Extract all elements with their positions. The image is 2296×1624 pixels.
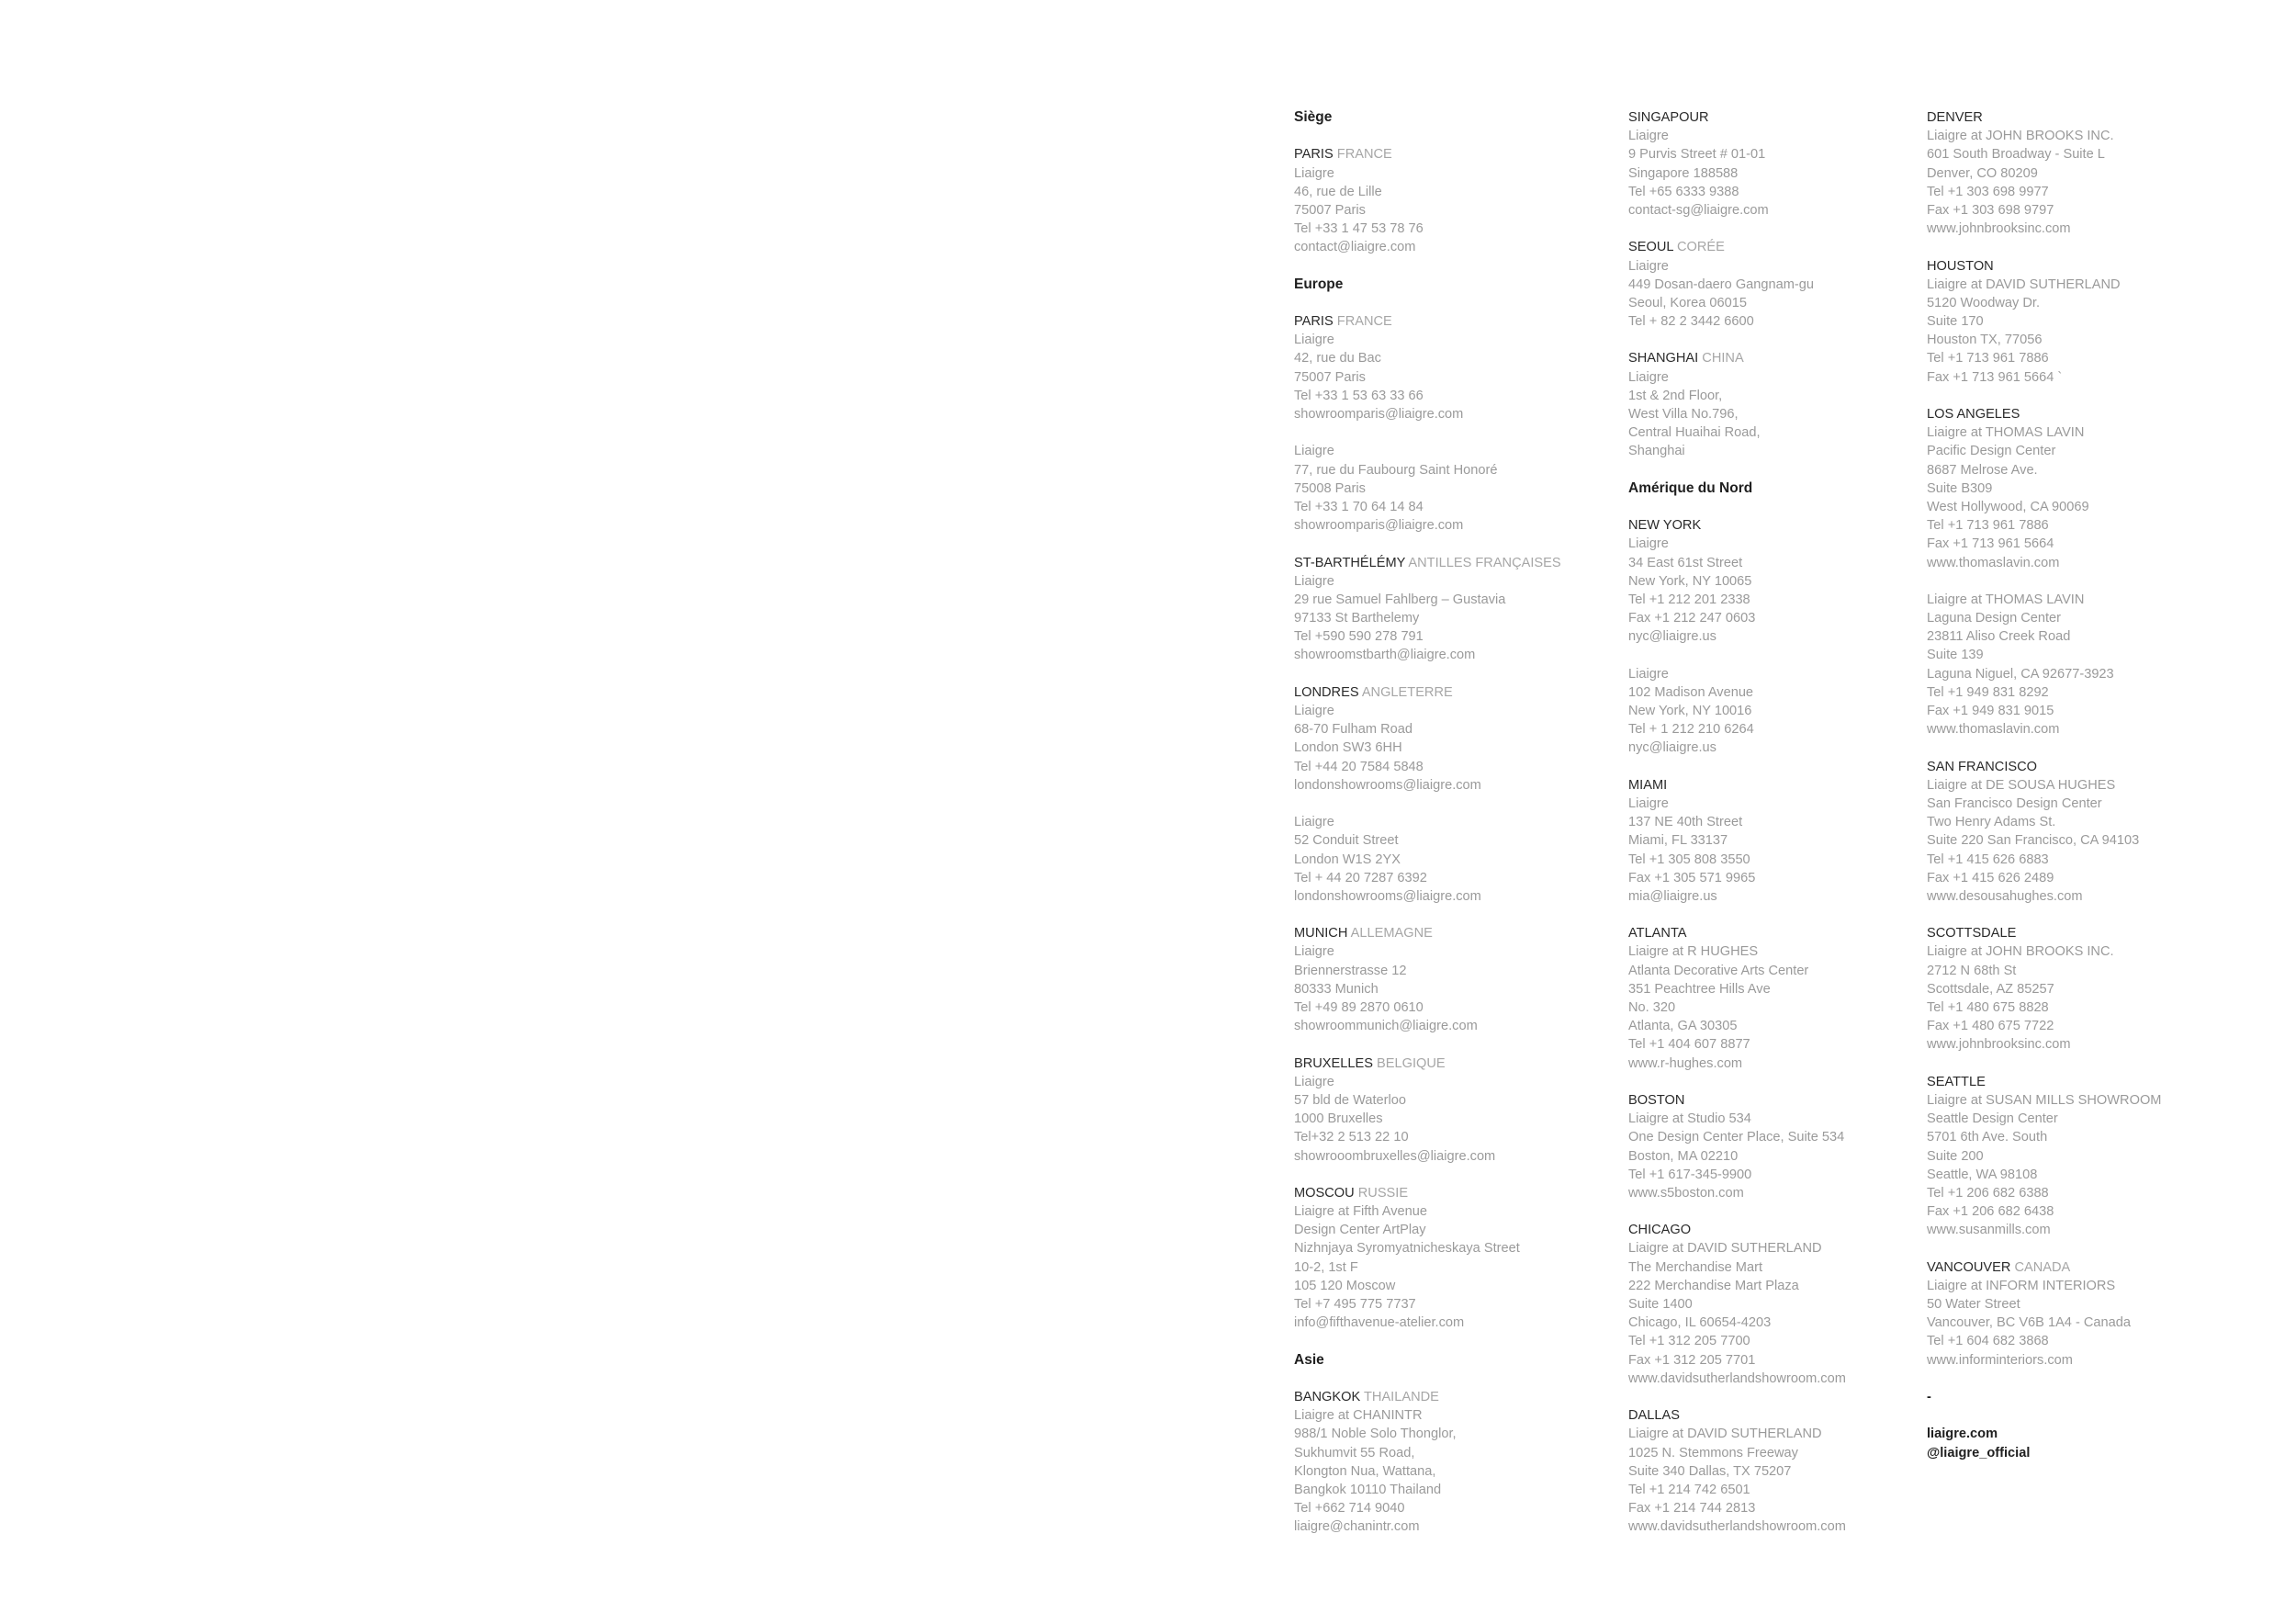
location-header: [1628, 349, 1913, 367]
address-line: 1000 Bruxelles: [1294, 1111, 1383, 1127]
city-name: CHICAGO: [1628, 1223, 1692, 1238]
address-line: Fax +1 312 205 7701: [1628, 1352, 1756, 1368]
city-name: SAN FRANCISCO: [1927, 759, 2038, 774]
contact-link[interactable]: showroomstbarth@liaigre.com: [1294, 648, 1476, 663]
contact-link[interactable]: www.desousahughes.com: [1927, 888, 2083, 904]
address-line: 50 Water Street: [1927, 1297, 2020, 1312]
location-header: [1628, 1221, 1913, 1239]
address-line: Tel + 44 20 7287 6392: [1294, 870, 1427, 885]
address-line: Tel +1 713 961 7886: [1927, 351, 2049, 367]
showroom-entry: [1628, 1406, 1913, 1536]
address-line: 34 East 61st Street: [1628, 555, 1743, 570]
address-line: Tel +1 404 607 8877: [1628, 1037, 1750, 1053]
address-line: Design Center ArtPlay: [1294, 1223, 1426, 1238]
address-line: The Merchandise Mart: [1628, 1259, 1762, 1275]
address-line: Liaigre: [1294, 1074, 1334, 1089]
showroom-entry: [1294, 924, 1606, 1035]
address-line: No. 320: [1628, 1000, 1676, 1015]
showroom-entry: [1294, 554, 1606, 665]
address-line: New York, NY 10065: [1628, 573, 1752, 589]
contact-link[interactable]: contact-sg@liaigre.com: [1628, 202, 1769, 218]
address-line: Liaigre at DAVID SUTHERLAND: [1927, 276, 2121, 292]
address-line: 9 Purvis Street # 01-01: [1628, 147, 1766, 163]
address-line: Suite 220 San Francisco, CA 94103: [1927, 833, 2140, 849]
city-name: NEW YORK: [1628, 518, 1702, 534]
address-line: Tel+32 2 513 22 10: [1294, 1130, 1409, 1145]
address-line: Two Henry Adams St.: [1927, 815, 2056, 830]
showroom-entry: [1628, 238, 1913, 331]
showroom-entry: [1294, 813, 1606, 906]
address-line: Suite 170: [1927, 314, 1984, 330]
address-line: Liaigre at SUSAN MILLS SHOWROOM: [1927, 1092, 2162, 1108]
address-line: Boston, MA 02210: [1628, 1148, 1739, 1164]
showroom-entry: [1294, 312, 1606, 423]
location-header: [1927, 257, 2276, 276]
showroom-entry: [1927, 1258, 2276, 1370]
city-name: PARIS: [1294, 314, 1334, 330]
contact-link[interactable]: www.thomaslavin.com: [1927, 722, 2060, 738]
address-line: Liaigre: [1628, 129, 1669, 144]
address-line: Scottsdale, AZ 85257: [1927, 981, 2054, 997]
address-line: Tel +1 305 808 3550: [1628, 851, 1750, 867]
address-line: 29 rue Samuel Fahlberg – Gustavia: [1294, 592, 1506, 607]
directory-column-2: [1628, 108, 1913, 1555]
showroom-entry: [1628, 1221, 1913, 1388]
location-header: [1927, 924, 2276, 942]
location-header: [1628, 516, 1913, 535]
country-name: ANTILLES FRANÇAISES: [1408, 555, 1561, 570]
address-line: Fax +1 713 961 5664 `: [1927, 369, 2063, 385]
address-line: Tel +1 206 682 6388: [1927, 1185, 2049, 1201]
address-line: Tel +662 714 9040: [1294, 1501, 1405, 1517]
contact-link[interactable]: www.johnbrooksinc.com: [1927, 1037, 2071, 1053]
directory-column-3-blocks: [1927, 108, 2276, 1370]
location-header: [1294, 1388, 1606, 1406]
showroom-entry: [1294, 1388, 1606, 1537]
address-line: Tel +33 1 47 53 78 76: [1294, 221, 1424, 237]
address-line: 5120 Woodway Dr.: [1927, 295, 2041, 310]
address-line: 57 bld de Waterloo: [1294, 1092, 1406, 1108]
location-header: [1628, 238, 1913, 256]
address-line: Vancouver, BC V6B 1A4 - Canada: [1927, 1315, 2132, 1331]
address-line: Fax +1 212 247 0603: [1628, 611, 1756, 626]
address-line: Suite 1400: [1628, 1297, 1693, 1312]
address-line: 97133 St Barthelemy: [1294, 611, 1420, 626]
address-line: Tel +65 6333 9388: [1628, 184, 1739, 199]
address-line: San Francisco Design Center: [1927, 795, 2102, 811]
location-header: [1294, 683, 1606, 702]
address-line: Tel +1 617-345-9900: [1628, 1167, 1752, 1182]
showroom-entry: [1294, 145, 1606, 256]
contact-link[interactable]: showroomparis@liaigre.com: [1294, 407, 1464, 422]
showroom-entry: [1927, 405, 2276, 572]
contact-link[interactable]: info@fifthavenue-atelier.com: [1294, 1315, 1465, 1331]
address-line: 23811 Aliso Creek Road: [1927, 629, 2071, 645]
address-line: Tel + 1 212 210 6264: [1628, 722, 1754, 738]
address-line: Liaigre at CHANINTR: [1294, 1408, 1423, 1424]
city-name: MUNICH: [1294, 926, 1348, 942]
directory-column-1: [1294, 108, 1606, 1555]
address-line: 80333 Munich: [1294, 981, 1379, 997]
contact-link[interactable]: www.johnbrooksinc.com: [1927, 221, 2071, 237]
city-name: ATLANTA: [1628, 926, 1687, 942]
address-line: Tel +1 214 742 6501: [1628, 1482, 1750, 1497]
address-line: 75007 Paris: [1294, 202, 1366, 218]
address-line: West Villa No.796,: [1628, 407, 1739, 422]
address-line: Liaigre at JOHN BROOKS INC.: [1927, 129, 2114, 144]
address-line: Briennerstrasse 12: [1294, 963, 1407, 978]
address-line: Liaigre: [1628, 258, 1669, 274]
city-name: MOSCOU: [1294, 1185, 1355, 1201]
location-header: [1294, 145, 1606, 164]
address-line: Suite 139: [1927, 648, 1984, 663]
showroom-entry: [1628, 665, 1913, 758]
address-line: Tel +1 312 205 7700: [1628, 1334, 1750, 1349]
address-line: 46, rue de Lille: [1294, 184, 1382, 199]
address-line: Fax +1 214 744 2813: [1628, 1501, 1756, 1517]
address-line: Liaigre at DE SOUSA HUGHES: [1927, 777, 2116, 793]
address-line: Tel +590 590 278 791: [1294, 629, 1424, 645]
address-line: New York, NY 10016: [1628, 704, 1752, 718]
location-header: [1294, 1184, 1606, 1202]
address-line: Atlanta, GA 30305: [1628, 1019, 1738, 1034]
location-header: [1927, 108, 2276, 127]
country-name: CHINA: [1702, 351, 1744, 367]
section-heading: Europe: [1294, 276, 1344, 292]
address-line: Fax +1 480 675 7722: [1927, 1019, 2054, 1034]
address-line: Pacific Design Center: [1927, 444, 2056, 459]
showroom-entry: [1628, 776, 1913, 906]
address-line: Tel +49 89 2870 0610: [1294, 1000, 1424, 1015]
address-line: Singapore 188588: [1628, 165, 1739, 181]
address-line: 1025 N. Stemmons Freeway: [1628, 1445, 1798, 1460]
address-line: Seoul, Korea 06015: [1628, 295, 1748, 310]
address-line: 68-70 Fulham Road: [1294, 722, 1412, 738]
contact-link[interactable]: showroommunich@liaigre.com: [1294, 1019, 1478, 1034]
location-header: [1294, 1054, 1606, 1073]
address-line: Tel +1 212 201 2338: [1628, 592, 1750, 607]
city-name: DALLAS: [1628, 1408, 1680, 1424]
footer-website[interactable]: liaigre.com: [1927, 1427, 1998, 1442]
address-line: Tel +33 1 70 64 14 84: [1294, 499, 1424, 514]
address-line: Liaigre: [1294, 944, 1334, 960]
address-line: Denver, CO 80209: [1927, 165, 2038, 181]
address-line: 1st & 2nd Floor,: [1628, 388, 1723, 403]
address-line: Laguna Niguel, CA 92677-3923: [1927, 666, 2114, 682]
address-line: Fax +1 303 698 9797: [1927, 202, 2054, 218]
country-name: BELGIQUE: [1377, 1055, 1446, 1071]
city-name: SCOTTSDALE: [1927, 926, 2017, 942]
address-line: London W1S 2YX: [1294, 851, 1401, 867]
address-line: 351 Peachtree Hills Ave: [1628, 981, 1771, 997]
location-header: [1628, 924, 1913, 942]
city-name: HOUSTON: [1927, 258, 1994, 274]
address-line: Sukhumvit 55 Road,: [1294, 1445, 1415, 1460]
showroom-entry: [1294, 442, 1606, 535]
address-line: Fax +1 713 961 5664: [1927, 536, 2054, 552]
location-header: [1628, 108, 1913, 127]
location-header: [1628, 1091, 1913, 1110]
city-name: SEATTLE: [1927, 1074, 1986, 1089]
showroom-entry: [1927, 758, 2276, 907]
contact-link[interactable]: nyc@liaigre.us: [1628, 629, 1716, 645]
city-name: PARIS: [1294, 147, 1334, 163]
address-line: 77, rue du Faubourg Saint Honoré: [1294, 462, 1498, 478]
city-name: BRUXELLES: [1294, 1055, 1373, 1071]
city-name: SINGAPOUR: [1628, 110, 1709, 125]
address-line: Liaigre at THOMAS LAVIN: [1927, 425, 2085, 441]
address-line: 988/1 Noble Solo Thonglor,: [1294, 1427, 1457, 1442]
city-name: DENVER: [1927, 110, 1983, 125]
location-header: [1927, 405, 2276, 423]
address-line: Liaigre: [1294, 165, 1334, 181]
showroom-entry: [1927, 591, 2276, 739]
address-line: Liaigre at THOMAS LAVIN: [1927, 592, 2085, 607]
country-name: ALLEMAGNE: [1350, 926, 1433, 942]
location-header: [1294, 924, 1606, 942]
address-line: 52 Conduit Street: [1294, 833, 1399, 849]
address-line: 10-2, 1st F: [1294, 1259, 1358, 1275]
address-line: Houston TX, 77056: [1927, 333, 2043, 348]
address-line: Liaigre at DAVID SUTHERLAND: [1628, 1241, 1822, 1257]
address-line: Liaigre: [1294, 573, 1334, 589]
contact-link[interactable]: showroomparis@liaigre.com: [1294, 518, 1464, 534]
showroom-entry: [1927, 108, 2276, 238]
location-header: [1927, 758, 2276, 776]
showroom-entry: [1927, 257, 2276, 387]
address-line: 5701 6th Ave. South: [1927, 1130, 2048, 1145]
location-header: [1628, 1406, 1913, 1425]
contact-link[interactable]: www.s5boston.com: [1628, 1185, 1744, 1201]
address-line: Liaigre: [1628, 369, 1669, 385]
address-line: Tel +7 495 775 7737: [1294, 1297, 1416, 1312]
address-line: 102 Madison Avenue: [1628, 684, 1754, 700]
showroom-entry: [1628, 108, 1913, 220]
address-line: Miami, FL 33137: [1628, 833, 1728, 849]
address-line: Central Huaihai Road,: [1628, 425, 1761, 441]
address-line: Fax +1 206 682 6438: [1927, 1204, 2054, 1220]
address-line: 601 South Broadway - Suite L: [1927, 147, 2105, 163]
address-line: Fax +1 305 571 9965: [1628, 870, 1756, 885]
location-header: [1294, 312, 1606, 331]
showroom-entry: [1628, 924, 1913, 1073]
country-name: CANADA: [2014, 1259, 2071, 1275]
address-line: Suite 340 Dallas, TX 75207: [1628, 1463, 1792, 1479]
showroom-entry: [1628, 1091, 1913, 1202]
address-line: West Hollywood, CA 90069: [1927, 499, 2089, 514]
address-line: One Design Center Place, Suite 534: [1628, 1130, 1845, 1145]
location-header: [1294, 554, 1606, 572]
section-heading: Asie: [1294, 1351, 1324, 1368]
country-name: FRANCE: [1336, 147, 1392, 163]
address-line: 8687 Melrose Ave.: [1927, 462, 2038, 478]
address-line: Suite 200: [1927, 1148, 1984, 1164]
address-line: Liaigre at DAVID SUTHERLAND: [1628, 1427, 1822, 1442]
country-name: RUSSIE: [1357, 1185, 1409, 1201]
address-line: 42, rue du Bac: [1294, 351, 1381, 367]
address-line: Liaigre: [1628, 666, 1669, 682]
contact-link[interactable]: liaigre@chanintr.com: [1294, 1519, 1420, 1535]
address-line: Laguna Design Center: [1927, 611, 2062, 626]
country-name: CORÉE: [1677, 240, 1725, 255]
contact-link[interactable]: mia@liaigre.us: [1628, 888, 1717, 904]
address-line: 2712 N 68th St: [1927, 963, 2017, 978]
address-line: 449 Dosan-daero Gangnam-gu: [1628, 276, 1815, 292]
showroom-entry: [1294, 1054, 1606, 1166]
address-line: Fax +1 415 626 2489: [1927, 870, 2054, 885]
location-header: [1927, 1258, 2276, 1277]
address-line: Suite B309: [1927, 480, 1993, 496]
contact-link[interactable]: www.susanmills.com: [1927, 1223, 2051, 1238]
city-name: LONDRES: [1294, 684, 1359, 700]
address-line: Seattle Design Center: [1927, 1111, 2058, 1127]
address-line: Liaigre: [1294, 333, 1334, 348]
address-line: Tel +1 949 831 8292: [1927, 684, 2049, 700]
address-line: Liaigre: [1294, 815, 1334, 830]
section-heading: Amérique du Nord: [1628, 479, 1753, 496]
contact-link[interactable]: nyc@liaigre.us: [1628, 740, 1716, 756]
address-line: Klongton Nua, Wattana,: [1294, 1463, 1436, 1479]
address-line: Bangkok 10110 Thailand: [1294, 1482, 1442, 1497]
address-line: Tel +1 604 682 3868: [1927, 1334, 2049, 1349]
address-line: Liaigre: [1628, 795, 1669, 811]
showroom-entry: [1927, 924, 2276, 1054]
address-line: 75007 Paris: [1294, 369, 1366, 385]
directory-column-3: [1927, 108, 2276, 1462]
footer-instagram[interactable]: @liaigre_official: [1927, 1445, 2031, 1460]
address-line: Liaigre: [1628, 536, 1669, 552]
showroom-entry: [1628, 516, 1913, 646]
showroom-entry: [1927, 1073, 2276, 1240]
address-line: Tel +1 303 698 9977: [1927, 184, 2049, 199]
city-name: SEOUL: [1628, 240, 1673, 255]
address-line: Shanghai: [1628, 444, 1685, 459]
city-name: BANGKOK: [1294, 1389, 1361, 1404]
footer-dash: -: [1927, 1389, 1931, 1404]
contact-link[interactable]: www.informinteriors.com: [1927, 1352, 2073, 1368]
address-line: Tel +1 713 961 7886: [1927, 518, 2049, 534]
showroom-entry: [1628, 349, 1913, 460]
address-line: Liaigre at INFORM INTERIORS: [1927, 1278, 2116, 1293]
country-name: FRANCE: [1336, 314, 1392, 330]
section-heading: Siège: [1294, 109, 1333, 125]
address-line: 137 NE 40th Street: [1628, 815, 1743, 830]
address-line: Liaigre: [1294, 704, 1334, 718]
address-line: Atlanta Decorative Arts Center: [1628, 963, 1809, 978]
contact-link[interactable]: londonshowrooms@liaigre.com: [1294, 888, 1481, 904]
contact-link[interactable]: www.thomaslavin.com: [1927, 555, 2060, 570]
city-name: SHANGHAI: [1628, 351, 1699, 367]
location-header: [1628, 776, 1913, 795]
contact-link[interactable]: londonshowrooms@liaigre.com: [1294, 777, 1481, 793]
address-line: Liaigre at Fifth Avenue: [1294, 1204, 1427, 1220]
city-name: ST-BARTHÉLÉMY: [1294, 555, 1406, 570]
address-line: Fax +1 949 831 9015: [1927, 704, 2054, 718]
address-line: Tel + 82 2 3442 6600: [1628, 314, 1754, 330]
location-header: [1927, 1073, 2276, 1091]
address-line: 75008 Paris: [1294, 480, 1366, 496]
city-name: LOS ANGELES: [1927, 407, 2020, 422]
address-line: Tel +44 20 7584 5848: [1294, 759, 1424, 774]
address-line: Liaigre at Studio 534: [1628, 1111, 1751, 1127]
address-line: Liaigre at JOHN BROOKS INC.: [1927, 944, 2114, 960]
address-line: London SW3 6HH: [1294, 740, 1402, 756]
contact-link[interactable]: showrooombruxelles@liaigre.com: [1294, 1148, 1496, 1164]
address-line: Chicago, IL 60654-4203: [1628, 1315, 1772, 1331]
address-line: 222 Merchandise Mart Plaza: [1628, 1278, 1799, 1293]
city-name: MIAMI: [1628, 777, 1668, 793]
contact-link[interactable]: contact@liaigre.com: [1294, 240, 1416, 255]
contact-link[interactable]: www.davidsutherlandshowroom.com: [1628, 1370, 1846, 1386]
country-name: ANGLETERRE: [1361, 684, 1453, 700]
address-line: Liaigre at R HUGHES: [1628, 944, 1759, 960]
city-name: BOSTON: [1628, 1092, 1685, 1108]
address-line: Liaigre: [1294, 444, 1334, 459]
showroom-entry: [1294, 683, 1606, 795]
contact-link[interactable]: www.davidsutherlandshowroom.com: [1628, 1519, 1846, 1535]
address-line: Tel +1 480 675 8828: [1927, 1000, 2049, 1015]
city-name: VANCOUVER: [1927, 1259, 2011, 1275]
country-name: THAILANDE: [1363, 1389, 1439, 1404]
contact-link[interactable]: www.r-hughes.com: [1628, 1055, 1743, 1071]
showroom-entry: [1294, 1184, 1606, 1333]
address-line: Tel +33 1 53 63 33 66: [1294, 388, 1424, 403]
address-line: Tel +1 415 626 6883: [1927, 851, 2049, 867]
address-line: Nizhnjaya Syromyatnicheskaya Street: [1294, 1241, 1520, 1257]
address-line: Seattle, WA 98108: [1927, 1167, 2038, 1182]
address-line: 105 120 Moscow: [1294, 1278, 1396, 1293]
